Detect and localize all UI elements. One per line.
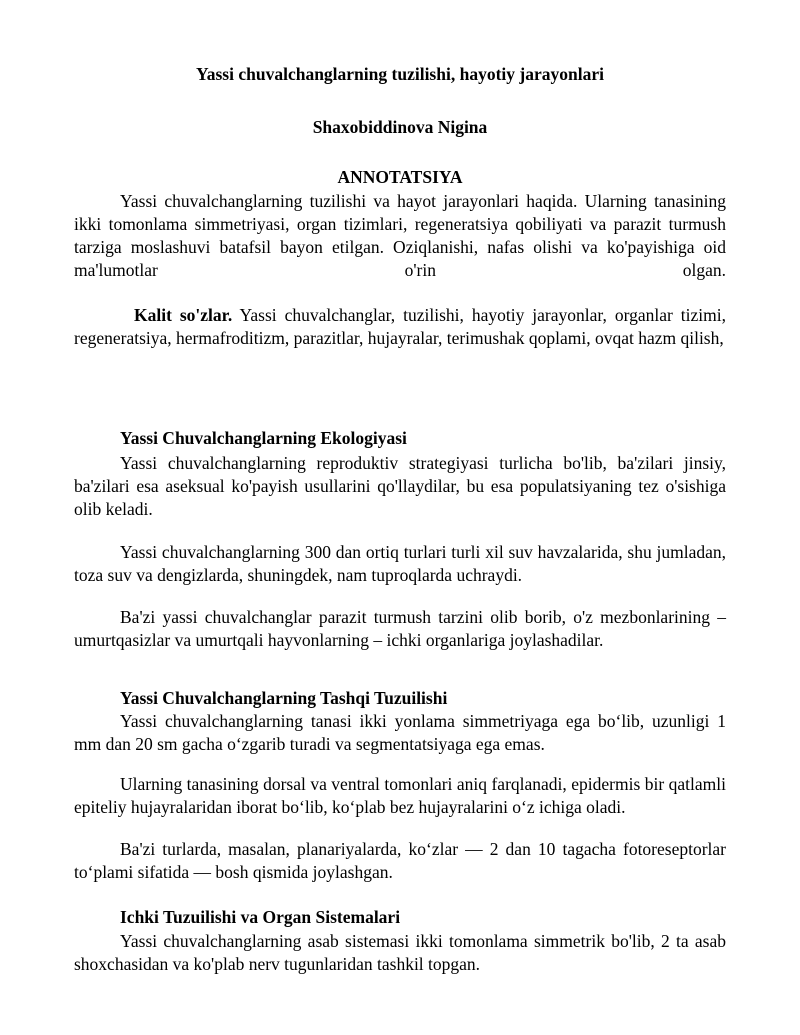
section-heading: Yassi Chuvalchanglarning Ekologiyasi: [120, 428, 407, 448]
section-paragraph: Yassi chuvalchanglarning asab sistemasi ikki tomonlama simmetrik bo'lib, 2 ta asab shoxchasidan va ko'plab nerv tugunlaridan tashkil topgan.: [74, 931, 726, 974]
annotation-heading: ANNOTATSIYA: [337, 167, 463, 187]
annotation-text: Yassi chuvalchanglarning tuzilishi va hayot jarayonlari haqida. Ularning tanasining ikki tomonlama simmetriyasi, organ tizimlari, regeneratsiya qobiliyati va parazit turmush tarziga moslashuvi batafsil bayon etilgan. Oziqlanishi, nafas olishi va ko'payishiga oid ma'lumotlar o'rin olgan.: [74, 191, 726, 280]
section-paragraph: Yassi chuvalchanglarning tanasi ikki yonlama simmetriyaga ega bo‘lib, uzunligi 1 mm dan 20 sm gacha o‘zgarib turadi va segmentatsiyaga ega emas.: [74, 711, 726, 754]
section-paragraph: Ularning tanasining dorsal va ventral tomonlari aniq farqlanadi, epidermis bir qatlamli epiteliy hujayralaridan iborat bo‘lib, ko‘plab bez hujayralarini o‘z ichiga oladi.: [74, 774, 726, 817]
keywords-label: Kalit so'zlar.: [134, 305, 233, 325]
keywords-paragraph: [74, 304, 726, 350]
author-name: Shaxobiddinova Nigina: [312, 117, 488, 137]
section-heading: Ichki Tuzuilishi va Organ Sistemalari: [120, 907, 401, 927]
document-title: Yassi chuvalchanglarning tuzilishi, hayotiy jarayonlari: [196, 64, 604, 84]
section-paragraph: Ba'zi turlarda, masalan, planariyalarda, ko‘zlar — 2 dan 10 tagacha fotoreseptorlar to‘plami sifatida — bosh qismida joylashgan.: [74, 839, 726, 882]
section-paragraph: Ba'zi yassi chuvalchanglar parazit turmush tarzini olib borib, o'z mezbonlarining – umurtqasizlar va umurtqali hayvonlarning – ichki organlariga joylashadilar.: [74, 607, 726, 650]
section-paragraph: Yassi chuvalchanglarning reproduktiv strategiyasi turlicha bo'lib, ba'zilari jinsiy, ba'zilari esa aseksual ko'payish usullarini qo'llaydilar, bu esa populatsiyaning tez o'sishiga olib keladi.: [74, 453, 726, 519]
section-paragraph: Yassi chuvalchanglarning 300 dan ortiq turlari turli xil suv havzalarida, shu jumladan, toza suv va dengizlarda, shuningdek, nam tuproqlarda uchraydi.: [74, 542, 726, 585]
keywords-text: Yassi chuvalchanglar, tuzilishi, hayotiy jarayonlar, organlar tizimi, regeneratsiya, hermafroditizm, parazitlar, hujayralar, terimushak qoplami, ovqat hazm qilish,: [74, 305, 726, 348]
section-heading: Yassi Chuvalchanglarning Tashqi Tuzuilishi: [120, 688, 448, 708]
